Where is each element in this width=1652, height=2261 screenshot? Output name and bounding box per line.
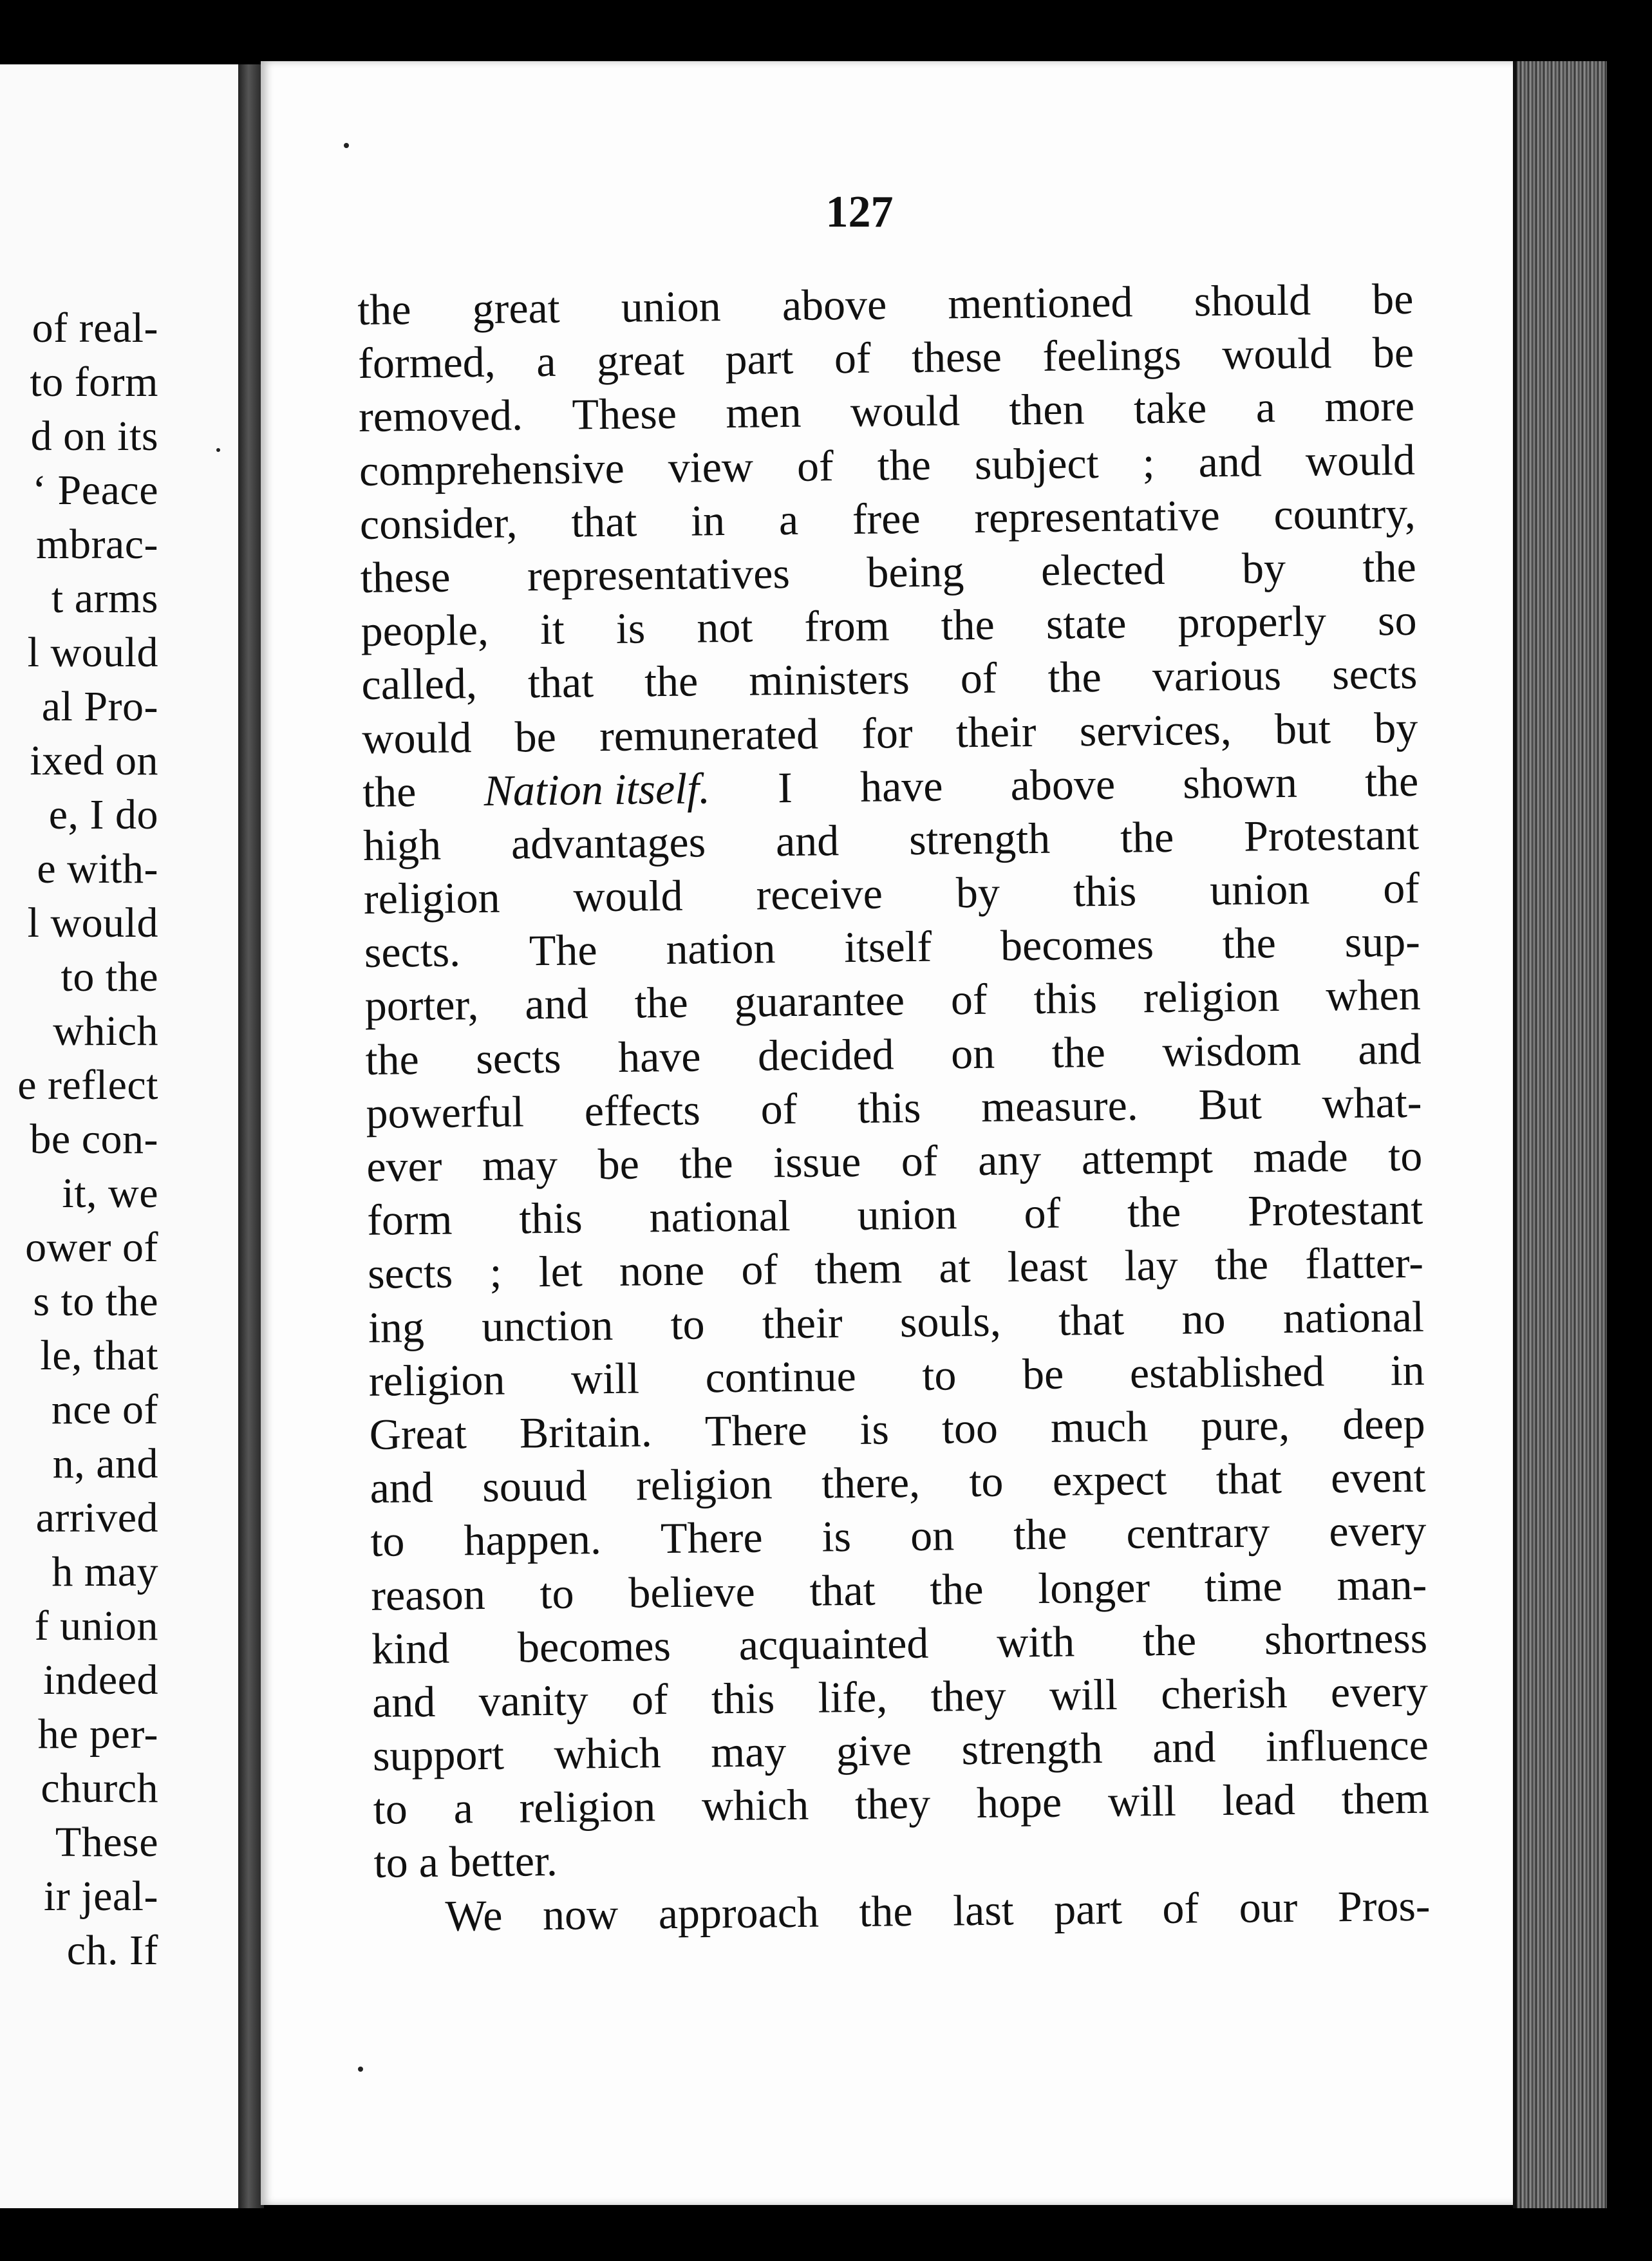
word: the — [859, 1886, 913, 1936]
word: kind — [371, 1623, 450, 1673]
word: to — [540, 1568, 574, 1618]
word: above — [782, 279, 887, 330]
word: sects — [367, 1248, 453, 1299]
word: take — [1133, 383, 1207, 433]
word: which — [554, 1728, 662, 1778]
word: the — [1362, 541, 1417, 592]
word: support — [372, 1729, 505, 1780]
word: the — [1013, 1509, 1067, 1559]
word: and — [775, 816, 840, 866]
facing-page-line: f union — [34, 1602, 158, 1649]
facing-page-line: t arms — [51, 575, 158, 622]
word: they — [854, 1779, 931, 1829]
word: expect — [1052, 1455, 1167, 1505]
word: people, — [361, 605, 489, 656]
word: comprehensive — [359, 443, 625, 495]
facing-page-line: ch. If — [66, 1927, 158, 1974]
word: and — [1152, 1722, 1216, 1772]
facing-page-line: church — [41, 1765, 158, 1812]
word: and — [524, 979, 588, 1029]
word: Britain. — [519, 1407, 653, 1458]
word: religion — [368, 1355, 505, 1405]
ink-speck — [216, 448, 220, 452]
word: strength — [908, 813, 1051, 864]
book-gutter — [238, 64, 264, 2208]
word: when — [1325, 970, 1422, 1020]
word: elected — [1040, 544, 1165, 595]
word: the — [634, 978, 689, 1027]
word: our — [1239, 1882, 1298, 1932]
word: the — [1222, 918, 1277, 968]
word: every — [1330, 1666, 1429, 1717]
word: unction — [481, 1300, 614, 1351]
facing-page-line: l would — [27, 899, 158, 946]
text-line — [361, 647, 1418, 711]
word: of — [796, 440, 834, 491]
word: There — [660, 1512, 763, 1563]
word: let — [538, 1246, 583, 1297]
word: believe — [628, 1566, 756, 1617]
word: ; — [489, 1248, 502, 1297]
word: union — [621, 281, 722, 332]
facing-page-fragment — [0, 64, 241, 2208]
word: part — [1053, 1884, 1123, 1934]
facing-page-line: it, we — [62, 1170, 158, 1217]
word: properly — [1178, 596, 1327, 647]
word: give — [836, 1725, 912, 1776]
word: and — [370, 1462, 434, 1513]
word: great — [472, 283, 560, 333]
word: be — [1371, 274, 1414, 324]
word: by — [1373, 702, 1418, 752]
word: will — [570, 1353, 640, 1403]
word: cherish — [1160, 1667, 1288, 1718]
word: powerful — [366, 1087, 525, 1138]
word: mentioned — [947, 277, 1133, 328]
word: is — [859, 1404, 890, 1454]
word: of — [950, 975, 988, 1024]
word: above — [1010, 759, 1116, 810]
word: the — [1127, 1187, 1181, 1237]
word: the — [1120, 812, 1174, 862]
word: the — [1214, 1239, 1269, 1290]
word: no — [1181, 1293, 1226, 1344]
word: least — [1007, 1241, 1088, 1291]
word: the — [941, 599, 995, 650]
word: of — [631, 1674, 669, 1724]
word: various — [1152, 650, 1282, 701]
word: that — [809, 1565, 876, 1615]
word: sects. — [364, 926, 461, 977]
word: on — [910, 1510, 955, 1561]
word: religion — [1143, 971, 1280, 1022]
word: that — [1058, 1295, 1125, 1345]
word: the — [1364, 756, 1419, 806]
word: to — [969, 1456, 1004, 1506]
word: vanity — [478, 1675, 588, 1726]
word: the — [929, 1564, 984, 1614]
word: high — [362, 820, 442, 870]
line-text: to a better. — [373, 1836, 558, 1888]
word: religion — [363, 872, 500, 924]
word: in — [690, 495, 726, 545]
word: But — [1198, 1079, 1262, 1129]
word: then — [1009, 384, 1085, 435]
word: feelings — [1042, 330, 1182, 381]
word: would — [1221, 328, 1332, 379]
word: so — [1377, 595, 1417, 645]
word: free — [852, 493, 921, 543]
text-line — [374, 1879, 1431, 1943]
facing-page-line: ixed on — [30, 737, 158, 784]
text-line — [359, 433, 1416, 497]
word: would — [573, 870, 683, 921]
word: decided — [757, 1029, 894, 1080]
word: state — [1046, 598, 1127, 648]
word: the — [1047, 652, 1102, 702]
word: issue — [773, 1136, 861, 1187]
facing-page-line: he per- — [37, 1711, 158, 1758]
word: to — [1387, 1130, 1423, 1181]
word: national — [1282, 1291, 1425, 1342]
word: last — [952, 1885, 1014, 1935]
facing-page-line: d on its — [30, 413, 158, 460]
page-number: 127 — [825, 187, 894, 237]
word: should — [1194, 275, 1311, 326]
word: souls, — [899, 1296, 1002, 1346]
facing-page-line: le, that — [40, 1332, 158, 1379]
facing-page-line: e with- — [37, 845, 158, 892]
word: the — [362, 766, 417, 816]
word: advantages — [511, 817, 706, 868]
word: becomes — [517, 1620, 671, 1672]
ink-speck — [344, 143, 349, 148]
word: called, — [361, 659, 478, 709]
word: this — [857, 1082, 921, 1132]
facing-page-line: which — [53, 1008, 158, 1055]
word: happen. — [464, 1514, 602, 1565]
word: by — [1241, 543, 1286, 593]
word: country, — [1273, 488, 1416, 539]
word: much — [1050, 1402, 1149, 1452]
word: may — [482, 1140, 558, 1190]
word: to — [370, 1516, 405, 1566]
word: remunerated — [599, 709, 819, 760]
word: continue — [705, 1351, 857, 1402]
word: be — [1372, 328, 1414, 377]
text-line — [365, 1022, 1422, 1086]
word: that — [570, 496, 637, 547]
word: have — [859, 761, 943, 811]
word: now — [542, 1889, 619, 1939]
word: would — [1305, 435, 1416, 485]
facing-page-line: e reflect — [17, 1062, 158, 1109]
word: by — [955, 867, 1000, 917]
word: Pros- — [1337, 1881, 1431, 1931]
body-text — [357, 272, 1431, 1944]
word: on — [950, 1028, 995, 1078]
word: from — [803, 601, 890, 651]
word: sects — [475, 1033, 561, 1083]
word: the — [1142, 1615, 1197, 1665]
word: every — [1328, 1506, 1427, 1556]
facing-page-line: to form — [30, 359, 158, 406]
word: their — [762, 1297, 843, 1348]
word: being — [866, 547, 964, 597]
word: man- — [1337, 1559, 1427, 1609]
word: time — [1204, 1561, 1283, 1611]
word: form — [366, 1194, 453, 1245]
word: too — [941, 1403, 999, 1453]
word: sects — [1331, 649, 1418, 699]
word: what- — [1322, 1077, 1422, 1128]
facing-page-line: e, I do — [48, 791, 158, 838]
word: I — [777, 762, 793, 812]
word: removed. — [358, 390, 523, 442]
word: souud — [482, 1461, 588, 1512]
word: ministers — [748, 654, 910, 705]
facing-page-line: mbrac- — [36, 521, 158, 568]
text-line — [373, 1772, 1429, 1836]
word: Protestant — [1243, 809, 1420, 861]
facing-page-line: al Pro- — [41, 683, 158, 730]
facing-page-line: nce of — [51, 1386, 158, 1433]
word: shortness — [1264, 1613, 1428, 1664]
word: view — [668, 442, 754, 492]
word: may — [710, 1727, 787, 1777]
word: any — [977, 1134, 1042, 1185]
word: great — [596, 335, 685, 386]
word: the — [877, 440, 932, 490]
facing-page-line: n, and — [52, 1440, 158, 1487]
word: will — [1107, 1776, 1177, 1826]
word: religion — [519, 1781, 656, 1832]
word: porter, — [364, 980, 479, 1031]
word: to — [922, 1350, 957, 1400]
word: nation — [666, 923, 776, 974]
word: not — [696, 602, 753, 652]
word: this — [518, 1193, 583, 1243]
word: approach — [658, 1887, 820, 1938]
word: ever — [366, 1141, 442, 1191]
word: life, — [818, 1672, 888, 1722]
word: lay — [1124, 1241, 1179, 1290]
word: ing — [368, 1302, 425, 1352]
word: ; — [1142, 437, 1155, 487]
word: strength — [961, 1723, 1103, 1774]
word: lead — [1222, 1775, 1296, 1825]
word: none — [619, 1245, 705, 1296]
word: These — [572, 389, 677, 439]
word: hope — [976, 1777, 1062, 1828]
word: union — [857, 1189, 957, 1240]
facing-page-line: indeed — [43, 1656, 158, 1703]
word: more — [1324, 381, 1415, 431]
facing-page-line: h may — [52, 1548, 158, 1595]
word: would — [850, 386, 961, 436]
word: effects — [584, 1085, 701, 1136]
word: be — [597, 1139, 640, 1189]
word: with — [996, 1617, 1075, 1667]
word: sup- — [1344, 917, 1421, 967]
word: of — [740, 1244, 778, 1295]
word: men — [725, 388, 802, 438]
word: part — [725, 334, 794, 384]
word: these — [911, 332, 1002, 382]
word: The — [529, 925, 598, 975]
word: shown — [1182, 757, 1298, 808]
facing-page-line: These — [55, 1819, 158, 1866]
word: the — [365, 1034, 420, 1084]
word: formed, — [357, 337, 496, 388]
word: is — [615, 603, 646, 653]
word: of — [834, 333, 871, 383]
word: this — [1033, 973, 1098, 1024]
word: Protestant — [1247, 1184, 1423, 1235]
facing-page-line: to the — [61, 953, 158, 1000]
word: to — [373, 1784, 408, 1834]
word: We — [445, 1890, 503, 1940]
facing-page-line: ower of — [25, 1224, 158, 1271]
word: is — [821, 1512, 852, 1561]
word: deep — [1342, 1398, 1425, 1449]
word: and — [1357, 1024, 1422, 1074]
word: of — [1162, 1883, 1199, 1933]
ink-speck — [358, 2067, 363, 2072]
word: there, — [821, 1458, 921, 1508]
word: the — [644, 656, 699, 706]
facing-page-text — [17, 301, 158, 1978]
word: attempt — [1081, 1133, 1214, 1184]
italic-phrase: Nation itself. — [483, 763, 711, 815]
word: this — [711, 1673, 775, 1723]
word: be — [514, 711, 557, 761]
page-edges — [1513, 61, 1607, 2208]
word: the — [1051, 1027, 1106, 1077]
word: this — [1073, 866, 1137, 916]
word: a — [1255, 382, 1276, 432]
facing-page-line: ir jeal- — [43, 1873, 158, 1920]
word: to — [670, 1299, 705, 1349]
word: itself — [843, 921, 932, 972]
word: subject — [974, 438, 1099, 489]
word: that — [527, 657, 594, 708]
word: guarantee — [734, 975, 905, 1027]
word: of — [1024, 1188, 1061, 1238]
word: these — [360, 552, 451, 602]
word: wisdom — [1161, 1025, 1302, 1076]
facing-page-line: arrived — [35, 1494, 158, 1541]
word: acquainted — [738, 1618, 929, 1669]
word: that — [1216, 1454, 1282, 1504]
word: representative — [973, 490, 1221, 542]
word: influence — [1265, 1720, 1429, 1771]
word: their — [955, 706, 1037, 756]
word: There — [704, 1405, 807, 1456]
word: of — [760, 1084, 798, 1134]
word: in — [1390, 1345, 1425, 1395]
word: for — [861, 708, 913, 758]
word: of — [1382, 863, 1420, 913]
word: flatter- — [1304, 1238, 1424, 1289]
facing-page-line: l would — [27, 629, 158, 676]
word: centrary — [1126, 1507, 1270, 1558]
word: the — [679, 1138, 733, 1188]
word: Great — [369, 1409, 467, 1459]
word: services, — [1079, 704, 1232, 755]
word: consider, — [359, 498, 518, 549]
word: and — [371, 1676, 436, 1727]
facing-page-line: s to the — [33, 1278, 158, 1325]
word: them — [814, 1243, 903, 1294]
word: measure. — [981, 1080, 1139, 1131]
word: reason — [370, 1569, 486, 1620]
word: be — [1022, 1349, 1064, 1399]
word: a — [536, 336, 556, 386]
word: a — [778, 494, 799, 544]
word: they — [930, 1671, 1007, 1721]
word: at — [939, 1243, 971, 1292]
word: becomes — [1000, 919, 1154, 970]
word: religion — [635, 1459, 773, 1510]
word: national — [649, 1191, 791, 1242]
text-line — [368, 1236, 1424, 1300]
word: would — [362, 712, 472, 763]
facing-page-line: of real- — [32, 305, 158, 352]
word: it — [540, 604, 565, 654]
word: will — [1049, 1669, 1118, 1720]
word: representatives — [527, 548, 791, 601]
word: receive — [756, 868, 883, 919]
word: and — [1198, 436, 1262, 486]
word: pure, — [1200, 1400, 1290, 1450]
word: established — [1129, 1346, 1325, 1398]
word: but — [1274, 703, 1331, 753]
word: of — [960, 653, 997, 703]
word: of — [901, 1136, 938, 1186]
facing-page-line: ‘ Peace — [32, 467, 158, 514]
word: them — [1341, 1773, 1430, 1824]
facing-page-line: be con- — [30, 1116, 158, 1163]
word: event — [1330, 1452, 1426, 1503]
word: a — [453, 1783, 474, 1833]
word: union — [1209, 864, 1310, 915]
word: which — [701, 1780, 809, 1830]
word: longer — [1037, 1562, 1150, 1613]
word: made — [1253, 1131, 1349, 1182]
word: have — [617, 1031, 701, 1082]
word: the — [357, 285, 411, 334]
